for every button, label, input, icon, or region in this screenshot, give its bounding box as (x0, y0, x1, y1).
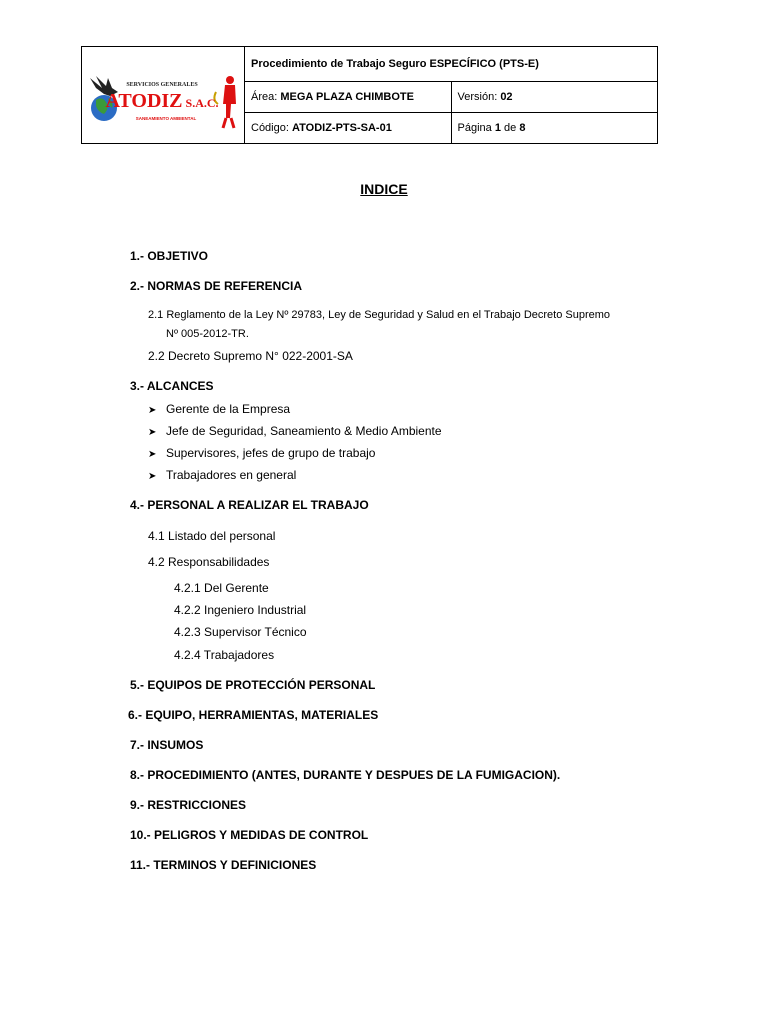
toc-item-4-2-4: 4.2.4 Trabajadores (174, 648, 275, 662)
document-title: Procedimiento de Trabajo Seguro ESPECÍFICO (PTS-E) (245, 47, 658, 82)
area-cell: Área: MEGA PLAZA CHIMBOTE (245, 82, 452, 113)
area-value: MEGA PLAZA CHIMBOTE (280, 91, 414, 103)
document-header-table (81, 46, 658, 144)
page-cell: Página 1 de 8 (451, 113, 658, 144)
toc-item-5: 5.- EQUIPOS DE PROTECCIÓN PERSONAL (130, 678, 376, 692)
arrow-bullet-icon: ➤ (148, 405, 157, 416)
toc-item-2: 2.- NORMAS DE REFERENCIA (130, 279, 303, 293)
page-current: 1 (494, 122, 501, 134)
toc-bullet-3-4: ➤ Trabajadores en general (148, 468, 297, 482)
toc-item-4-2-1: 4.2.1 Del Gerente (174, 581, 269, 595)
toc-item-1: 1.- OBJETIVO (130, 249, 209, 263)
toc-item-7: 7.- INSUMOS (130, 738, 204, 752)
toc-item-4-2: 4.2 Responsabilidades (148, 555, 270, 569)
toc-item-11: 11.- TERMINOS Y DEFINICIONES (130, 858, 317, 872)
version-value: 02 (500, 91, 513, 103)
toc-item-4-1: 4.1 Listado del personal (148, 529, 276, 543)
page-total: 8 (519, 122, 526, 134)
toc-item-2-1: 2.1 Reglamento de la Ley Nº 29783, Ley de Seguridad y Salud en el Trabajo Decreto Supremo (148, 309, 611, 321)
toc-item-4: 4.- PERSONAL A REALIZAR EL TRABAJO (130, 498, 369, 512)
company-logo (82, 48, 244, 142)
toc-bullet-3-2: ➤ Jefe de Seguridad, Saneamiento & Medio Ambiente (148, 424, 442, 438)
toc-item-6: 6.- EQUIPO, HERRAMIENTAS, MATERIALES (128, 708, 379, 722)
logo-bottom-text: SANEAMIENTO AMBIENTAL (135, 116, 197, 121)
toc-item-10: 10.- PELIGROS Y MEDIDAS DE CONTROL (130, 828, 369, 842)
arrow-bullet-icon: ➤ (148, 449, 157, 460)
toc-bullet-3-3: ➤ Supervisores, jefes de grupo de trabajo (148, 446, 376, 460)
logo-cell (82, 47, 245, 144)
toc-item-9: 9.- RESTRICCIONES (130, 798, 247, 812)
toc-item-8: 8.- PROCEDIMIENTO (ANTES, DURANTE Y DESPUES DE LA FUMIGACION). (130, 768, 561, 782)
code-cell: Código: ATODIZ-PTS-SA-01 (245, 113, 452, 144)
index-title: INDICE (360, 181, 408, 197)
code-value: ATODIZ-PTS-SA-01 (291, 122, 392, 134)
logo-brand-text: ATODIZ S.A.C. (105, 90, 219, 112)
toc-item-3: 3.- ALCANCES (130, 379, 214, 393)
toc-bullet-3-1: ➤ Gerente de la Empresa (148, 402, 291, 416)
arrow-bullet-icon: ➤ (148, 471, 157, 482)
toc-item-2-1-cont: Nº 005-2012-TR. (166, 328, 249, 340)
toc-item-4-2-3: 4.2.3 Supervisor Técnico (174, 625, 307, 639)
toc-item-2-2: 2.2 Decreto Supremo N° 022-2001-SA (148, 349, 353, 363)
toc-item-4-2-2: 4.2.2 Ingeniero Industrial (174, 603, 307, 617)
arrow-bullet-icon: ➤ (148, 427, 157, 438)
version-cell: Versión: 02 (451, 82, 658, 113)
logo-top-text: SERVICIOS GENERALES (126, 82, 198, 88)
